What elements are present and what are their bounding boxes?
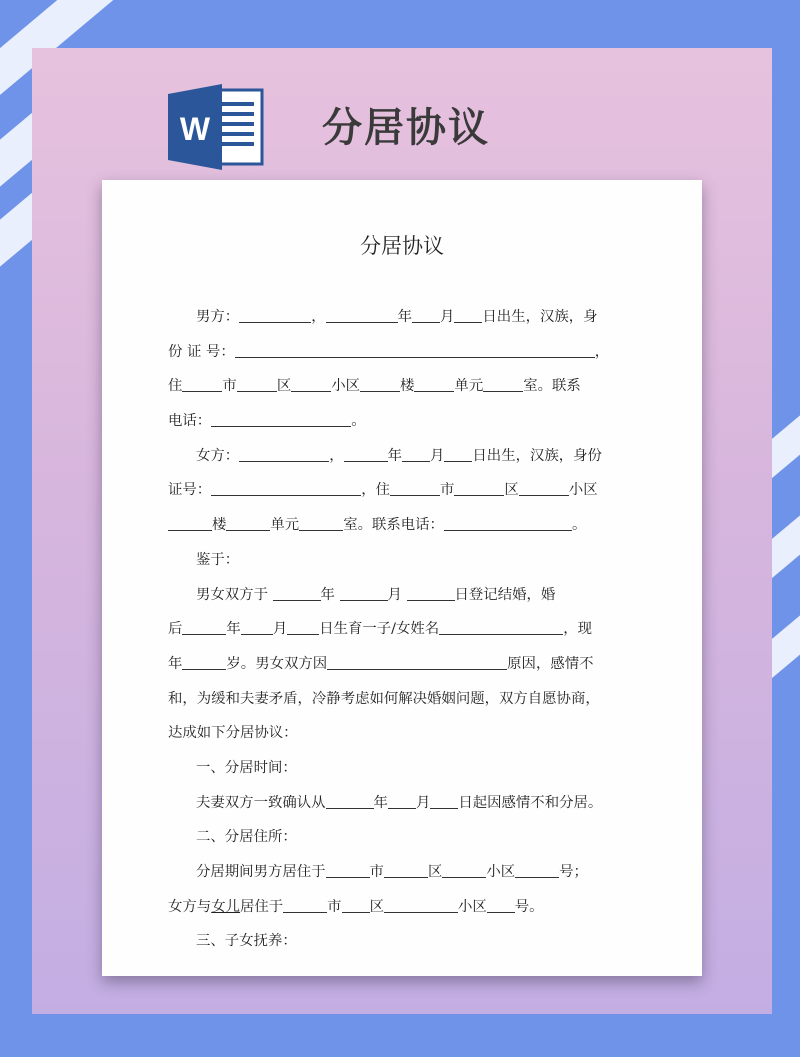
section-heading: 三、子女抚养： [196,933,297,950]
document-page [102,180,702,976]
text-line: 住 市 区 小区 楼 单元 室。联系 [168,378,581,395]
document-title: 分居协议 [360,234,444,258]
text-line: 楼 单元 室。联系电话： 。 [168,508,623,543]
text-line: 分居期间男方居住于 市 区 小区 号； [196,864,588,880]
text-line: 达成如下分居协议： [168,725,298,742]
underlined-word: 女儿 [211,898,240,915]
text-line: 夫妻双方一致确认从 年 月 日起因感情不和分居。 [196,794,603,811]
header-title: 分居协议 [322,105,490,151]
section-heading: 一、分居时间： [196,759,297,776]
text-line: 和，为缓和夫妻矛盾，冷静考虑如何解决婚姻问题，双方自愿协商， [168,690,600,707]
text-line: 证号： ，住 市 区 小区 [168,482,598,499]
text-line: 女方与女儿居住于 市 区 小区 号。 [168,898,544,915]
text-line: 鉴于： [196,551,240,568]
text-line: 份 证 号： ， [168,343,610,360]
word-icon-letter: W [179,111,211,147]
text-line: 年 岁。男女双方因 原因，感情不 [168,655,594,672]
cover-card [32,48,772,1014]
document-body [168,300,623,959]
section-heading: 二、分居住所： [196,829,297,846]
text-line: 男方： ， 年 月 日出生，汉族，身 [196,309,598,325]
text-line: 女方： ， 年 月 日出生，汉族，身份 [196,447,602,464]
text-line: 后 年 月 日生育一子/女姓名 ，现 [168,621,592,638]
text-line: 男女双方于 年 月 日登记结婚，婚 [196,586,556,603]
word-icon [168,84,264,170]
text-line: 电话： 。 [168,413,366,430]
